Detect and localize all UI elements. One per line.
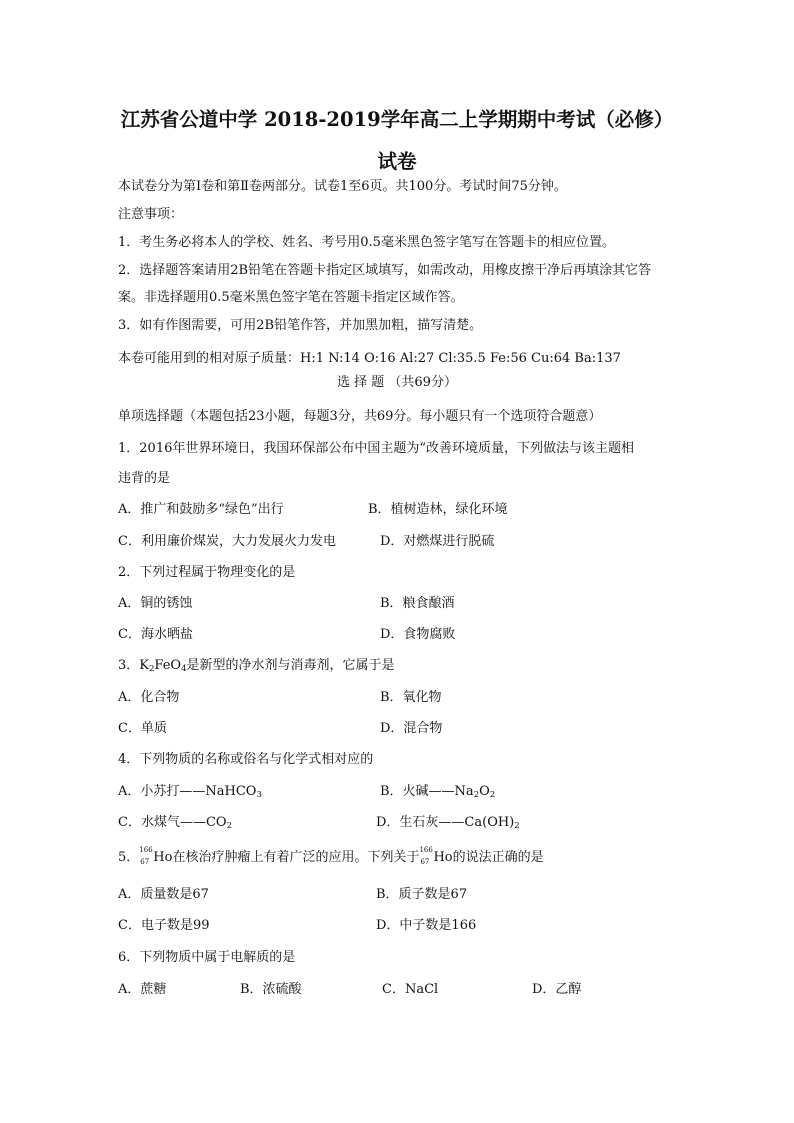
q4-option-c-sub: 2: [226, 821, 232, 831]
q3-formula-sub1: 2: [149, 664, 155, 674]
q5-mass-number: 166: [139, 846, 153, 854]
q5-number: 5．: [118, 850, 140, 865]
note-1: 1．考生务必将本人的学校、姓名、考号用0.5毫米黑色签字笔写在答题卡的相应位置。: [118, 235, 615, 250]
atomic-mass-list: 本卷可能用到的相对原子质量：H:1 N:14 O:16 Al:27 Cl:35.5 Fe:56 Cu:64 Ba:137: [118, 351, 621, 366]
q6-option-b: B．浓硫酸: [240, 982, 302, 997]
q4-option-b-text: B．火碱——Na: [380, 784, 474, 799]
q5-option-b: B．质子数是67: [376, 887, 468, 902]
q3-option-b: B．氧化物: [380, 690, 442, 705]
q4-option-c-text: C．水煤气——CO: [118, 815, 227, 830]
q4-option-b-mid: O: [479, 784, 490, 799]
q4-option-a-text: A．小苏打——NaHCO: [118, 784, 257, 799]
q3-stem-text: 是新型的净水剂与消毒剂，它属于是: [186, 658, 395, 673]
q5-option-a: A．质量数是67: [118, 887, 209, 902]
notes-heading: 注意事项：: [118, 207, 184, 222]
q2-option-b: B．粮食酿酒: [380, 596, 455, 611]
q2-stem: 2．下列过程属于物理变化的是: [118, 565, 296, 580]
q4-option-d: [376, 814, 520, 832]
q1-option-d: D．对燃煤进行脱硫: [380, 534, 495, 549]
q5-option-c: C．电子数是99: [118, 918, 210, 933]
exam-title-line1: 江苏省公道中学 2018-2019学年高二上学期期中考试（必修）: [120, 108, 674, 131]
q4-option-d-text: D．生石灰——Ca(OH): [376, 815, 515, 830]
q1-option-a: A．推广和鼓励多“绿色”出行: [118, 502, 284, 517]
q4-option-a: [118, 783, 262, 801]
q2-option-d: D．食物腐败: [380, 627, 456, 642]
q4-option-b: [380, 783, 495, 801]
q5-option-d: D．中子数是166: [376, 918, 477, 933]
q4-stem: 4．下列物质的名称或俗名与化学式相对应的: [118, 752, 374, 767]
note-2-line1: 2．选择题答案请用2B铅笔在答题卡指定区域填写，如需改动，用橡皮擦干净后再填涂其它答: [118, 263, 652, 278]
q4-option-a-sub: 3: [256, 790, 262, 800]
q5-nuclide-notation-2: [419, 846, 433, 867]
q3-stem: [118, 657, 395, 675]
note-3: 3．如有作图需要，可用2B铅笔作答，并加黑加粗，描写清楚。: [118, 318, 483, 333]
q6-option-d: D．乙醇: [532, 982, 582, 997]
q4-option-b-sub2: 2: [489, 790, 496, 800]
q3-number: 3．: [118, 658, 140, 673]
q6-option-c: C．NaCl: [382, 982, 439, 997]
q3-option-a: A．化合物: [118, 690, 180, 705]
q3-formula-feo: FeO: [154, 658, 182, 673]
exam-title-line2: 试卷: [377, 150, 417, 173]
section-instruction: 单项选择题（本题包括23小题，每题3分，共69分。每小题只有一个选项符合题意）: [118, 409, 602, 424]
q2-option-c: C．海水晒盐: [118, 627, 193, 642]
intro-text: 本试卷分为第Ⅰ卷和第Ⅱ卷两部分。试卷1至6页。共100分。考试时间75分钟。: [118, 179, 567, 194]
q4-option-d-sub: 2: [514, 821, 520, 831]
q3-option-d: D．混合物: [380, 721, 443, 736]
q6-stem: 6．下列物质中属于电解质的是: [118, 950, 296, 965]
q5-atomic-number: 67: [140, 858, 150, 866]
q1-option-b: B．植树造林，绿化环境: [368, 502, 508, 517]
q5-mass-number-2: 166: [419, 846, 433, 854]
q5-nuclide-notation: [139, 846, 153, 867]
q5-stem: [118, 846, 544, 867]
q1-stem-line1: 1．2016年世界环境日，我国环保部公布中国主题为“改善环境质量，下列做法与该主题相: [118, 441, 635, 456]
q2-option-a: A．铜的锈蚀: [118, 596, 193, 611]
q3-formula-sub2: 4: [181, 664, 187, 674]
q5-element-symbol: Ho: [153, 850, 173, 865]
q5-stem-end: 的说法正确的是: [452, 850, 544, 865]
q3-formula-k: K: [139, 658, 149, 673]
q4-option-c: [118, 814, 232, 832]
q5-stem-mid: 在核治疗肿瘤上有着广泛的应用。下列关于: [172, 850, 420, 865]
q4-option-b-sub1: 2: [473, 790, 480, 800]
q1-option-c: C．利用廉价煤炭，大力发展火力发电: [118, 534, 336, 549]
q5-atomic-number-2: 67: [420, 858, 430, 866]
q5-element-symbol-2: Ho: [433, 850, 453, 865]
q3-option-c: C．单质: [118, 721, 167, 736]
note-2-line2: 案。非选择题用0.5毫米黑色签字笔在答题卡指定区域作答。: [118, 290, 464, 305]
q6-option-a: A．蔗糖: [118, 982, 167, 997]
section-title: 选 择 题 （共69分）: [337, 375, 457, 390]
q1-stem-line2: 违背的是: [118, 471, 171, 486]
